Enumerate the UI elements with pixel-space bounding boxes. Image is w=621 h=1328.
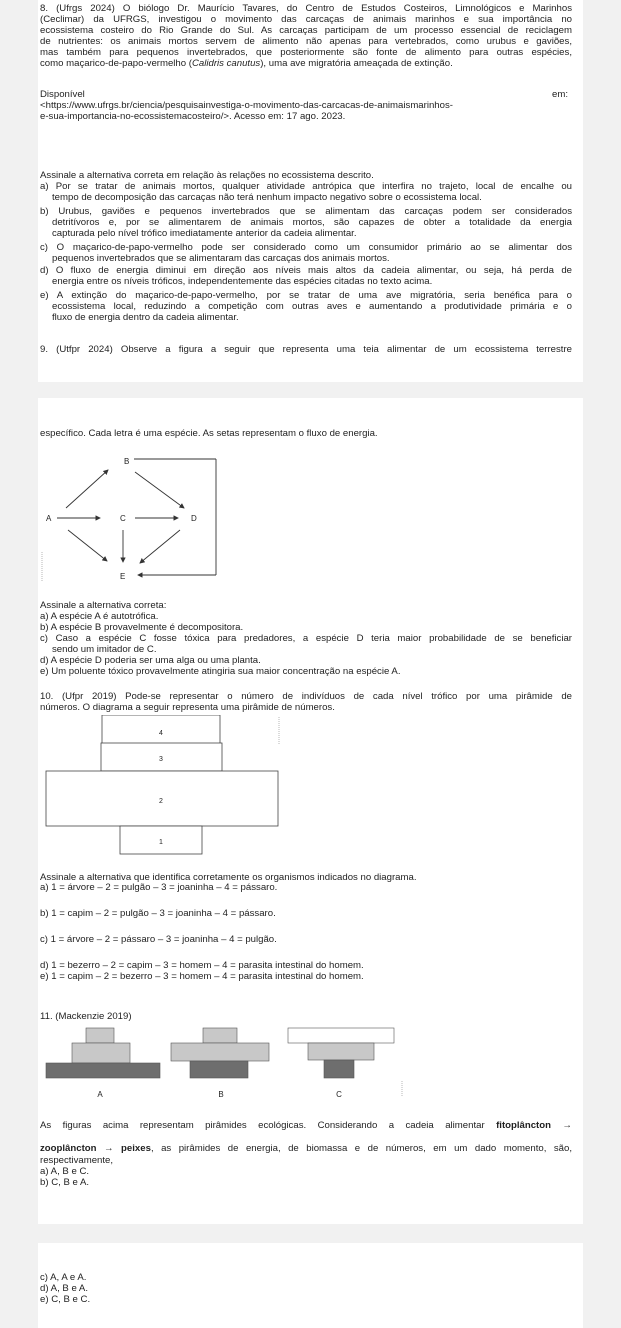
q9-option-b: b) A espécie B provavelmente é decompositora.: [40, 622, 244, 633]
q8-option-c-cont: pequenos invertebrados que se alimentaram das carcaças dos animais mortos.: [52, 253, 390, 264]
node-c: C: [120, 514, 126, 523]
q8-option-e-cont: ecossistema local, reduzindo a competição com outras aves e aumentando a produtividade primária e o: [52, 301, 572, 312]
q11-text-3: respectivamente,: [40, 1155, 114, 1166]
q11-option-c: c) A, A e A.: [40, 1272, 87, 1283]
q10-option-c: c) 1 = árvore – 2 = pássaro – 3 = joaninha – 4 = pulgão.: [40, 934, 277, 945]
q8-source-url-1[interactable]: <https://www.ufrgs.br/ciencia/pesquisainvestiga-o-movimento-das-carcacas-de-animaismarinhos-: [40, 100, 453, 111]
q10-option-d: d) 1 = bezerro – 2 = capim – 3 = homem – 4 = parasita intestinal do homem.: [40, 960, 364, 971]
node-b: B: [124, 457, 130, 466]
q8-line-6: como maçarico-de-papo-vermelho (Calidris canutus), uma ave migratória ameaçada de extinção.: [40, 58, 453, 69]
q8-line-4: de nutrientes: os animais mortos servem de alimento não apenas para vertebrados, como urubus e gaviões,: [40, 36, 572, 47]
q8-option-a: a) Por se tratar de animais mortos, qualquer atividade antrópica que interfira no trajeto, local de encalhe ou: [40, 181, 572, 192]
q8-line-3: ecossistema costeiro do Rio Grande do Sul. As carcaças participam de um processo essencial de reciclagem: [40, 25, 572, 36]
pyramid-b-label: B: [218, 1090, 224, 1099]
species-name: Calidris canutus: [191, 58, 261, 69]
q10-header: 10. (Ufpr 2019) Pode-se representar o número de indivíduos de cada nível trófico por uma pirâmide de: [40, 691, 572, 702]
pyramid-b-top: [203, 1028, 237, 1043]
q9-option-d: d) A espécie D poderia ser uma alga ou uma planta.: [40, 655, 261, 666]
ecological-pyramids: [40, 1025, 410, 1100]
chain-bold-1: fitoplâncton →: [496, 1120, 572, 1131]
q9-header: 9. (Utfpr 2024) Observe a figura a seguir que representa uma teia alimentar de um ecossistema terrestre: [40, 344, 572, 355]
q11-option-e: e) C, B e C.: [40, 1294, 91, 1305]
arrow-a-e: [68, 530, 107, 561]
pyramid-a-label: A: [97, 1090, 103, 1099]
arrow-a-b: [66, 470, 108, 508]
pyramid-a-top: [86, 1028, 114, 1043]
q8-source-label: Disponível: [40, 89, 85, 100]
q10-prompt: Assinale a alternativa que identifica corretamente os organismos indicados no diagrama.: [40, 872, 417, 883]
q9-option-a: a) A espécie A é autotrófica.: [40, 611, 159, 622]
q9-option-e: e) Um poluente tóxico provavelmente atingiria sua maior concentração na espécie A.: [40, 666, 401, 677]
q8-option-d-cont: energia entre os níveis tróficos, independentemente das espécies citadas no texto acima.: [52, 276, 433, 287]
q8-source-url-2: e-sua-importancia-no-ecossistemacosteiro/>. Acesso em: 17 ago. 2023.: [40, 111, 346, 122]
q8-line-1: 8. (Ufrgs 2024) O biólogo Dr. Maurício Tavares, do Centro de Estudos Costeiros, Limnológicos e Marinhos: [40, 3, 572, 14]
q8-option-b-cont: detritívoros e, por se alimentarem de animais mortos, são capazes de obter a totalidade da energia: [52, 217, 572, 228]
q10-option-e: e) 1 = capim – 2 = bezerro – 3 = homem – 4 = parasita intestinal do homem.: [40, 971, 364, 982]
q8-option-d: d) O fluxo de energia diminui em direção aos níveis mais altos da cadeia alimentar, ou seja, há perda de: [40, 265, 572, 276]
pyramid-c-mid: [308, 1043, 374, 1060]
q8-line-2: (Ceclimar) da UFRGS, investigou o movimento das carcaças de animais marinhos e sua importância no: [40, 14, 572, 25]
q9-option-c-cont: sendo um imitador de C.: [52, 644, 157, 655]
q9-prompt: Assinale a alternativa correta:: [40, 600, 167, 611]
number-pyramid: [40, 715, 285, 855]
pyramid-b-mid: [171, 1043, 269, 1061]
node-e: E: [120, 572, 126, 581]
q10-option-b: b) 1 = capim – 2 = pulgão – 3 = joaninha – 4 = pássaro.: [40, 908, 276, 919]
q8-source-em: em:: [552, 89, 568, 100]
arrow-d-e: [140, 530, 180, 563]
pyramid-a-base: [46, 1063, 160, 1078]
pyramid-a-mid: [72, 1043, 130, 1063]
arrow-b-d: [135, 472, 184, 508]
q10-header-cont: números. O diagrama a seguir representa uma pirâmide de números.: [40, 702, 335, 713]
node-a: A: [46, 514, 52, 523]
pyramid-c-label: C: [336, 1090, 342, 1099]
q10-option-a: a) 1 = árvore – 2 = pulgão – 3 = joaninha – 4 = pássaro.: [40, 882, 278, 893]
q9-header-cont: específico. Cada letra é uma espécie. As setas representam o fluxo de energia.: [40, 428, 378, 439]
pyramid-b-base: [190, 1061, 248, 1078]
q8-line-5: mas também para pequenos invertebrados, que posteriormente são fonte de alimento para outras espécies,: [40, 47, 572, 58]
q8-option-a-cont: tempo de decomposição das carcaças não terá nenhum impacto negativo sobre o ecossistema local.: [52, 192, 482, 203]
chain-bold-2: zooplâncton → peixes: [40, 1143, 151, 1154]
q8-option-b: b) Urubus, gaviões e pequenos invertebrados que se alimentam das carcaças podem ser considerados: [40, 206, 572, 217]
q11-option-a: a) A, B e C.: [40, 1166, 90, 1177]
q8-option-b-cont2: capturada pelo nível trófico imediatamente anterior da cadeia alimentar.: [52, 228, 357, 239]
q8-option-e: e) A extinção do maçarico-de-papo-vermelho, por se tratar de uma ave migratória, seria benéfica para o: [40, 290, 572, 301]
q8-option-e-cont2: fluxo de energia dentro da cadeia alimentar.: [52, 312, 239, 323]
q9-option-c: c) Caso a espécie C fosse tóxica para predadores, a espécie D teria maior probabilidade de se beneficiar: [40, 633, 572, 644]
pyramid-label-2: 2: [159, 798, 163, 805]
q8-option-c: c) O maçarico-de-papo-vermelho pode ser considerado como um consumidor primário ao se alimentar dos: [40, 242, 572, 253]
pyramid-label-4: 4: [159, 730, 163, 737]
node-d: D: [191, 514, 197, 523]
q11-text-1: As figuras acima representam pirâmides ecológicas. Considerando a cadeia alimentar fitoplâncton →: [40, 1120, 572, 1131]
pyramid-c-base: [324, 1060, 354, 1078]
q8-prompt: Assinale a alternativa correta em relação às relações no ecossistema descrito.: [40, 170, 374, 181]
q11-header: 11. (Mackenzie 2019): [40, 1011, 132, 1022]
q11-option-b: b) C, B e A.: [40, 1177, 90, 1188]
pyramid-label-3: 3: [159, 756, 163, 763]
pyramid-label-1: 1: [159, 839, 163, 846]
pyramid-c-top: [288, 1028, 394, 1043]
q11-text-2: zooplâncton → peixes, as pirâmides de energia, de biomassa e de números, em um dado momento, são,: [40, 1143, 572, 1154]
q11-option-d: d) A, B e A.: [40, 1283, 88, 1294]
food-web-diagram: [38, 448, 223, 590]
